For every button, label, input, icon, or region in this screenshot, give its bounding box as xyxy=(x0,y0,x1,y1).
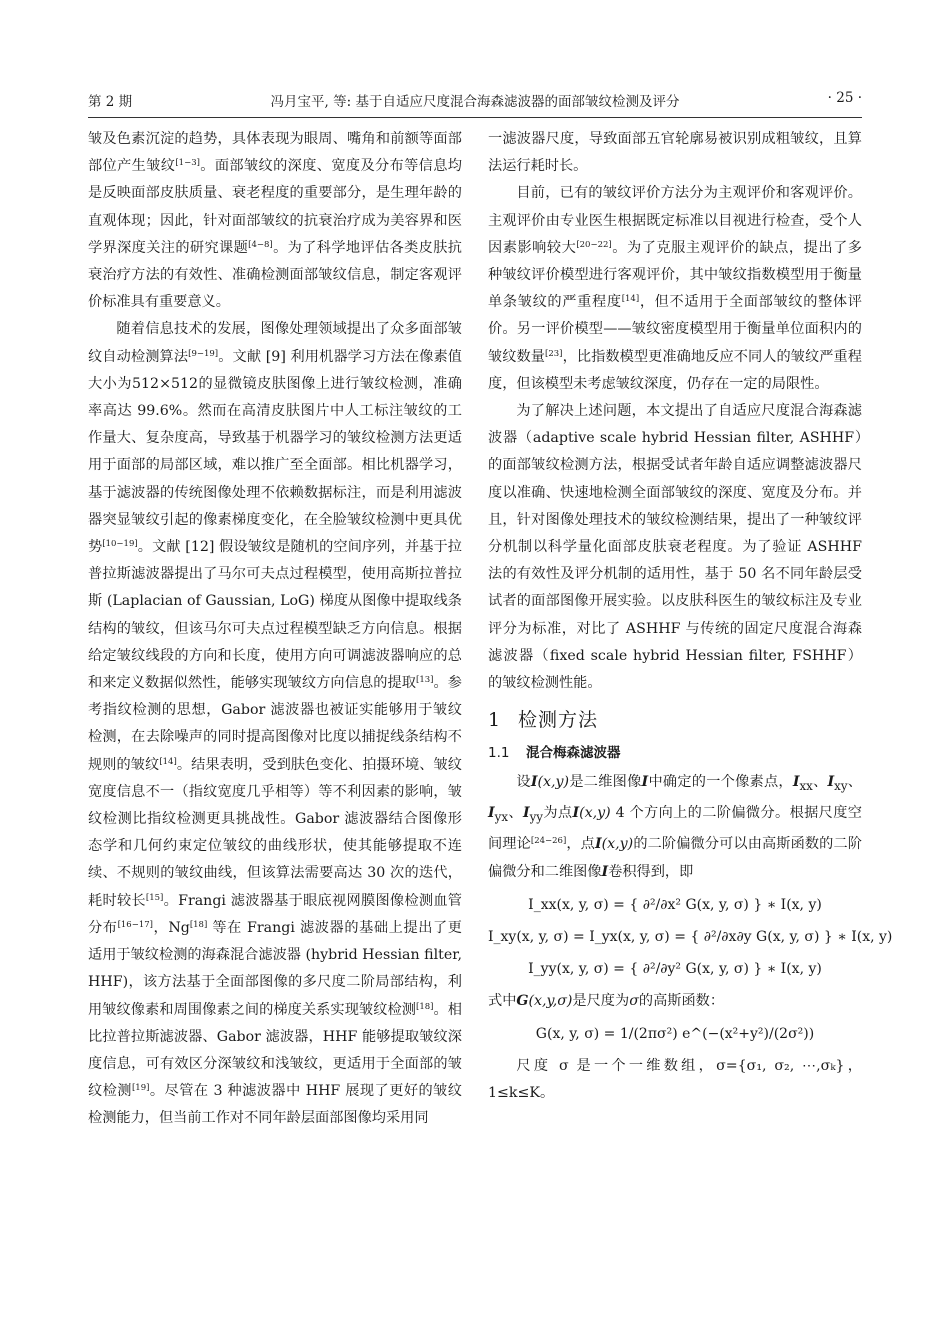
citation[interactable]: [9−19] xyxy=(188,348,219,359)
equation: I_xy(x, y, σ) = I_yx(x, y, σ) = { ∂²/∂x∂y G(x, y, σ) } ∗ I(x, y) xyxy=(488,928,893,945)
citation[interactable]: [18] xyxy=(416,1001,434,1012)
section-heading: 1 检测方法 xyxy=(488,709,599,732)
citation[interactable]: [23] xyxy=(545,348,563,359)
citation[interactable]: [10−19] xyxy=(102,539,138,550)
equation: I_yy(x, y, σ) = { ∂²/∂y² G(x, y, σ) } ∗ I(x, y) xyxy=(528,960,822,977)
paragraph: 目前，已有的皱纹评价方法分为主观评价和客观评价。主观评价由专业医生根据既定标准以目视进行检查，受个人因素影响较大[20−22]。为了克服主观评价的缺点，提出了多种皱纹评价模型进行客观评价，其中皱纹指数模型用于衡量单条皱纹的严重程度[14]，但不适用于全面部皱纹的整体评价。另一评价模型——皱纹密度模型用于衡量单位面积内的皱纹数量[23]，比指数模型更准确地反应不同人的皱纹严重程度，但该模型未考虑皱纹深度，仍存在一定的局限性。 xyxy=(488,185,862,392)
citation[interactable]: [13] xyxy=(416,675,434,686)
paragraph: 为了解决上述问题，本文提出了自适应尺度混合海森滤波器（adaptive scale hybrid Hessian filter, ASHHF）的面部皱纹检测方法，根据受试者年龄自适应调整滤波器尺度以准确、快速地检测全面部皱纹的深度、宽度及分布。并且，针对图像处理技术的皱纹检测结果，提出了一种皱纹评分机制以科学量化面部皮肤衰老程度。为了验证 ASHHF 法的有效性及评分机制的适用性，基于 50 名不同年龄层受试者的面部图像开展实验。以皮肤科医生的皱纹标注及专业评分为标准，对比了 ASHHF 与传统的固定尺度混合海森滤波器（fixed scale hybrid Hessian filter, FSHHF）的皱纹检测性能。 xyxy=(488,403,862,692)
equation: I_xx(x, y, σ) = { ∂²/∂x² G(x, y, σ) } ∗ I(x, y) xyxy=(528,896,822,913)
citation[interactable]: [18] xyxy=(189,919,208,930)
issue-number: 第 2 期 xyxy=(88,94,133,110)
header-rule xyxy=(88,117,862,118)
citation[interactable]: [14] xyxy=(621,294,640,305)
equation: G(x, y, σ) = 1/(2πσ²) e^(−(x²+y²)/(2σ²)) xyxy=(535,1025,815,1042)
page-number: · 25 · xyxy=(827,90,862,106)
citation[interactable]: [15] xyxy=(145,892,164,903)
running-header xyxy=(88,90,862,114)
paragraph: 皱及色素沉淀的趋势，具体表现为眼周、嘴角和前额等面部部位产生皱纹[1−3]。面部皱纹的深度、宽度及分布等信息均是反映面部皮肤质量、衰老程度的重要部分，是生理年龄的直观体现；因此，针对面部皱纹的抗衰治疗成为美容界和医学界深度关注的研究课题[4−8]。为了科学地评估各类皮肤抗衰治疗方法的有效性、准确检测面部皱纹信息，制定客观评价标准具有重要意义。 xyxy=(88,131,462,311)
citation[interactable]: [20−22] xyxy=(576,239,612,250)
citation[interactable]: [14] xyxy=(159,756,177,767)
citation[interactable]: [1−3] xyxy=(175,158,200,169)
paragraph: 一滤波器尺度，导致面部五官轮廓易被识别成粗皱纹，且算法运行耗时长。 xyxy=(488,131,862,175)
left-column xyxy=(88,126,462,1133)
paragraph: 设I(x,y)是二维图像I中确定的一个像素点，$I_{xx}$、$I_{xy}$、$I_{yx}$、$I_{yy}$为点I(x,y) 4 个方向上的二阶偏微分。根据尺度空间理论[24−26]，点I(x,y)的二阶偏微分可以由高斯函数的二阶偏微分和二维图像I卷积得到，即 xyxy=(488,774,862,880)
running-title: 冯月宝平, 等: 基于自适应尺度混合海森滤波器的面部皱纹检测及评分 xyxy=(270,94,680,110)
paragraph: 式中G(x,y,σ)是尺度为σ的高斯函数： xyxy=(488,992,725,1009)
citation[interactable]: [24−26] xyxy=(530,836,567,847)
subsection-heading: 1.1 混合梅森滤波器 xyxy=(488,745,621,762)
citation[interactable]: [16−17] xyxy=(117,919,153,930)
paragraph: 随着信息技术的发展，图像处理领域提出了众多面部皱纹自动检测算法[9−19]。文献 [9] 利用机器学习方法在像素值大小为512×512的显微镜皮肤图像上进行皱纹检测，准确率高达 99.6%。然而在高清皮肤图片中人工标注皱纹的工作量大、复杂度高，导致基于机器学习的皱纹检测方法更适用于面部的局部区域，难以推广至全面部。相比机器学习，基于滤波器的传统图像处理不依赖数据标注，而是利用滤波器突显皱纹引起的像素梯度变化，在全脸皱纹检测中更具优势[10−19]。文献 [12] 假设皱纹是随机的空间序列，并基于拉普拉斯滤波器提出了马尔可夫点过程模型，使用高斯拉普拉斯 (Laplacian of Gaussian, LoG) 梯度从图像中提取线条结构的皱纹，但该马尔可夫点过程模型缺乏方向信息。根据给定皱纹线段的方向和长度，使用方向可调滤波器响应的总和来定义数据似然性，能够实现皱纹方向信息的提取[13]。参考指纹检测的思想，Gabor 滤波器也被证实能够用于皱纹检测，在去除噪声的同时提高图像对比度以捕捉线条结构不规则的皱纹[14]。结果表明，受到肤色变化、拍摄环境、皱纹宽度信息不一（指纹宽度几乎相等）等不利因素的影响，皱纹检测比指纹检测更具挑战性。Gabor 滤波器结合图像形态学和几何约束定位皱纹的曲线形状，使其能够提取不连续、不规则的皱纹曲线，但该算法需要高达 30 次的迭代，耗时较长[15]。Frangi 滤波器基于眼底视网膜图像检测血管分布[16−17]，Ng[18] 等在 Frangi 滤波器的基础上提出了更适用于皱纹检测的海森混合滤波器 (hybrid Hessian filter, HHF)，该方法基于全面部图像的多尺度二阶局部结构，利用皱纹像素和周围像素之间的梯度关系实现皱纹检测[18]。相比拉普拉斯滤波器、Gabor 滤波器，HHF 能够提取皱纹深度信息，可有效区分深皱纹和浅皱纹，更适用于全面部的皱纹检测[19]。尽管在 3 种滤波器中 HHF 展现了更好的皱纹检测能力，但当前工作对不同年龄层面部图像均采用同 xyxy=(88,321,462,1127)
citation[interactable]: [4−8] xyxy=(248,239,273,250)
citation[interactable]: [19] xyxy=(131,1083,150,1094)
paragraph: 尺度 σ 是一个一维数组，σ={σ₁, σ₂, ⋯,σₖ}，1≤k≤K。 xyxy=(488,1057,862,1102)
right-column xyxy=(488,126,893,1107)
